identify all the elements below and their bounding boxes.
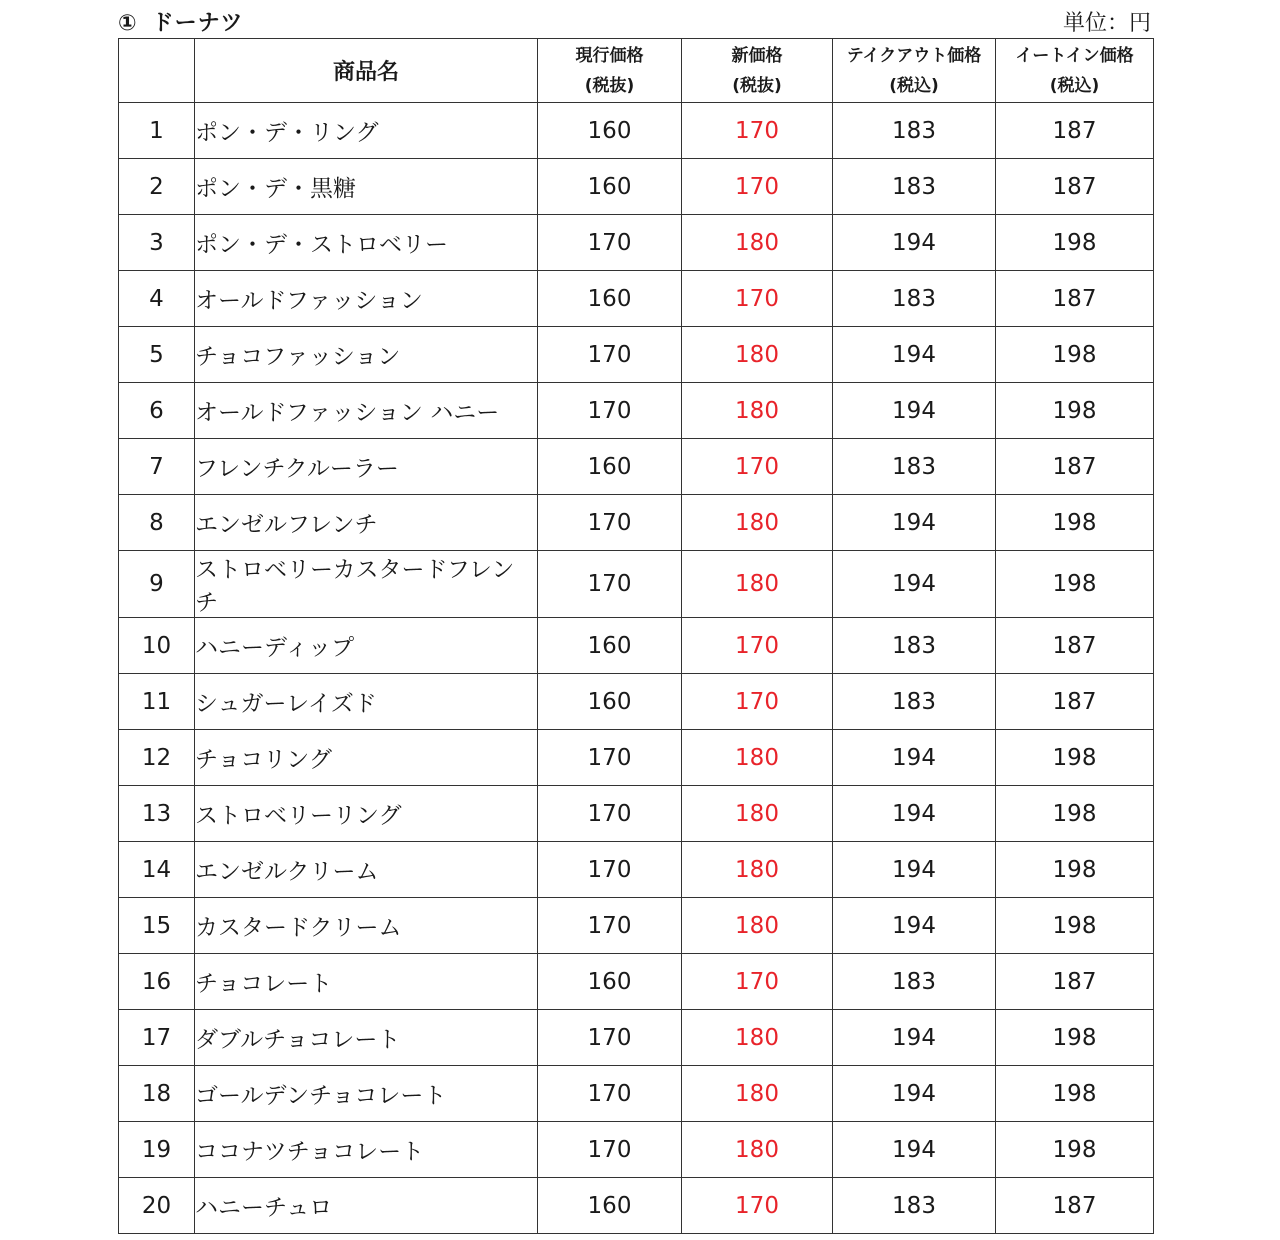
eatin-price: 198 [996, 786, 1154, 842]
current-price: 170 [538, 842, 682, 898]
takeout-price: 194 [833, 215, 996, 271]
current-price: 170 [538, 1066, 682, 1122]
header-new-price-line2: (税抜) [732, 75, 782, 96]
current-price: 170 [538, 215, 682, 271]
current-price: 160 [538, 1178, 682, 1234]
table-row [119, 618, 1154, 674]
section-title [118, 6, 243, 37]
current-price: 170 [538, 1122, 682, 1178]
eatin-price: 187 [996, 954, 1154, 1010]
row-number: 19 [119, 1122, 195, 1178]
row-number: 4 [119, 271, 195, 327]
table-row [119, 439, 1154, 495]
eatin-price: 198 [996, 842, 1154, 898]
table-row [119, 159, 1154, 215]
table-header [119, 39, 1154, 103]
new-price: 170 [682, 674, 833, 730]
header-product-name: 商品名 [195, 39, 538, 103]
table-row [119, 842, 1154, 898]
new-price: 180 [682, 215, 833, 271]
new-price: 180 [682, 383, 833, 439]
header-takeout-price-line2: (税込) [889, 75, 939, 96]
header-takeout-price [833, 39, 996, 103]
takeout-price: 183 [833, 439, 996, 495]
row-number: 20 [119, 1178, 195, 1234]
takeout-price: 183 [833, 954, 996, 1010]
table-row [119, 495, 1154, 551]
eatin-price: 198 [996, 1066, 1154, 1122]
takeout-price: 194 [833, 842, 996, 898]
product-name: フレンチクルーラー [195, 439, 538, 495]
price-table [118, 38, 1154, 1234]
new-price: 180 [682, 551, 833, 618]
product-name: ストロベリーリング [195, 786, 538, 842]
row-number: 10 [119, 618, 195, 674]
eatin-price: 187 [996, 103, 1154, 159]
row-number: 6 [119, 383, 195, 439]
eatin-price: 198 [996, 215, 1154, 271]
new-price: 180 [682, 495, 833, 551]
product-name: シュガーレイズド [195, 674, 538, 730]
takeout-price: 194 [833, 786, 996, 842]
takeout-price: 183 [833, 103, 996, 159]
product-name: オールドファッション ハニー [195, 383, 538, 439]
takeout-price: 194 [833, 1122, 996, 1178]
table-row [119, 103, 1154, 159]
new-price: 170 [682, 439, 833, 495]
header-eatin-price-line1: イートイン価格 [1015, 45, 1134, 66]
product-name: ゴールデンチョコレート [195, 1066, 538, 1122]
product-name: ポン・デ・黒糖 [195, 159, 538, 215]
takeout-price: 194 [833, 730, 996, 786]
takeout-price: 183 [833, 1178, 996, 1234]
table-row [119, 674, 1154, 730]
eatin-price: 198 [996, 730, 1154, 786]
row-number: 17 [119, 1010, 195, 1066]
current-price: 160 [538, 954, 682, 1010]
current-price: 170 [538, 327, 682, 383]
table-row [119, 898, 1154, 954]
eatin-price: 187 [996, 674, 1154, 730]
row-number: 18 [119, 1066, 195, 1122]
new-price: 170 [682, 271, 833, 327]
eatin-price: 187 [996, 1178, 1154, 1234]
takeout-price: 183 [833, 674, 996, 730]
new-price: 170 [682, 103, 833, 159]
product-name: エンゼルクリーム [195, 842, 538, 898]
table-body [119, 103, 1154, 1234]
current-price: 160 [538, 103, 682, 159]
row-number: 13 [119, 786, 195, 842]
product-name: チョコリング [195, 730, 538, 786]
product-name: ハニーチュロ [195, 1178, 538, 1234]
table-row [119, 215, 1154, 271]
current-price: 170 [538, 383, 682, 439]
header-current-price-line1: 現行価格 [575, 45, 644, 66]
eatin-price: 198 [996, 327, 1154, 383]
new-price: 170 [682, 618, 833, 674]
current-price: 170 [538, 551, 682, 618]
eatin-price: 198 [996, 383, 1154, 439]
row-number: 14 [119, 842, 195, 898]
row-number: 7 [119, 439, 195, 495]
eatin-price: 198 [996, 1010, 1154, 1066]
row-number: 9 [119, 551, 195, 618]
table-row [119, 383, 1154, 439]
table-row [119, 1010, 1154, 1066]
current-price: 160 [538, 439, 682, 495]
eatin-price: 198 [996, 898, 1154, 954]
new-price: 170 [682, 954, 833, 1010]
product-name: ココナツチョコレート [195, 1122, 538, 1178]
takeout-price: 194 [833, 1010, 996, 1066]
header-eatin-price-line2: (税込) [1049, 75, 1100, 96]
new-price: 180 [682, 730, 833, 786]
current-price: 170 [538, 786, 682, 842]
eatin-price: 187 [996, 159, 1154, 215]
takeout-price: 194 [833, 383, 996, 439]
current-price: 160 [538, 674, 682, 730]
eatin-price: 187 [996, 271, 1154, 327]
header-current-price [538, 39, 682, 103]
table-row [119, 1066, 1154, 1122]
header-new-price [682, 39, 833, 103]
row-number: 12 [119, 730, 195, 786]
new-price: 180 [682, 1066, 833, 1122]
row-number: 16 [119, 954, 195, 1010]
row-number: 15 [119, 898, 195, 954]
new-price: 180 [682, 786, 833, 842]
takeout-price: 194 [833, 1066, 996, 1122]
current-price: 170 [538, 898, 682, 954]
takeout-price: 194 [833, 495, 996, 551]
takeout-price: 183 [833, 159, 996, 215]
table-row [119, 551, 1154, 618]
product-name: ポン・デ・ストロベリー [195, 215, 538, 271]
product-name: カスタードクリーム [195, 898, 538, 954]
row-number: 11 [119, 674, 195, 730]
header-eatin-price [996, 39, 1154, 103]
takeout-price: 194 [833, 898, 996, 954]
row-number: 5 [119, 327, 195, 383]
new-price: 180 [682, 327, 833, 383]
current-price: 170 [538, 1010, 682, 1066]
table-row [119, 786, 1154, 842]
product-name: ハニーディップ [195, 618, 538, 674]
current-price: 160 [538, 271, 682, 327]
eatin-price: 187 [996, 439, 1154, 495]
row-number: 8 [119, 495, 195, 551]
new-price: 180 [682, 1010, 833, 1066]
product-name: チョコファッション [195, 327, 538, 383]
section-number: ① [118, 11, 138, 36]
eatin-price: 198 [996, 1122, 1154, 1178]
product-name: ダブルチョコレート [195, 1010, 538, 1066]
section-title-text: ドーナツ [151, 11, 244, 36]
row-number: 1 [119, 103, 195, 159]
new-price: 180 [682, 842, 833, 898]
header-takeout-price-line1: テイクアウト価格 [846, 45, 982, 66]
new-price: 170 [682, 1178, 833, 1234]
eatin-price: 198 [996, 495, 1154, 551]
takeout-price: 194 [833, 327, 996, 383]
row-number: 3 [119, 215, 195, 271]
takeout-price: 183 [833, 618, 996, 674]
table-row [119, 327, 1154, 383]
header-new-price-line1: 新価格 [731, 45, 783, 66]
product-name: オールドファッション [195, 271, 538, 327]
row-number: 2 [119, 159, 195, 215]
header-no [119, 39, 195, 103]
unit-label: 単位：円 [1062, 11, 1151, 36]
takeout-price: 183 [833, 271, 996, 327]
current-price: 160 [538, 618, 682, 674]
table-row [119, 1122, 1154, 1178]
eatin-price: 187 [996, 618, 1154, 674]
table-row [119, 954, 1154, 1010]
header-row [119, 39, 1154, 103]
header-current-price-line2: (税抜) [584, 75, 635, 96]
eatin-price: 198 [996, 551, 1154, 618]
takeout-price: 194 [833, 551, 996, 618]
new-price: 180 [682, 1122, 833, 1178]
new-price: 170 [682, 159, 833, 215]
product-name: エンゼルフレンチ [195, 495, 538, 551]
current-price: 170 [538, 730, 682, 786]
table-row [119, 730, 1154, 786]
product-name: ポン・デ・リング [195, 103, 538, 159]
product-name: チョコレート [195, 954, 538, 1010]
current-price: 170 [538, 495, 682, 551]
product-name: ストロベリーカスタードフレンチ [195, 551, 538, 618]
table-row [119, 271, 1154, 327]
table-row [119, 1178, 1154, 1234]
new-price: 180 [682, 898, 833, 954]
current-price: 160 [538, 159, 682, 215]
